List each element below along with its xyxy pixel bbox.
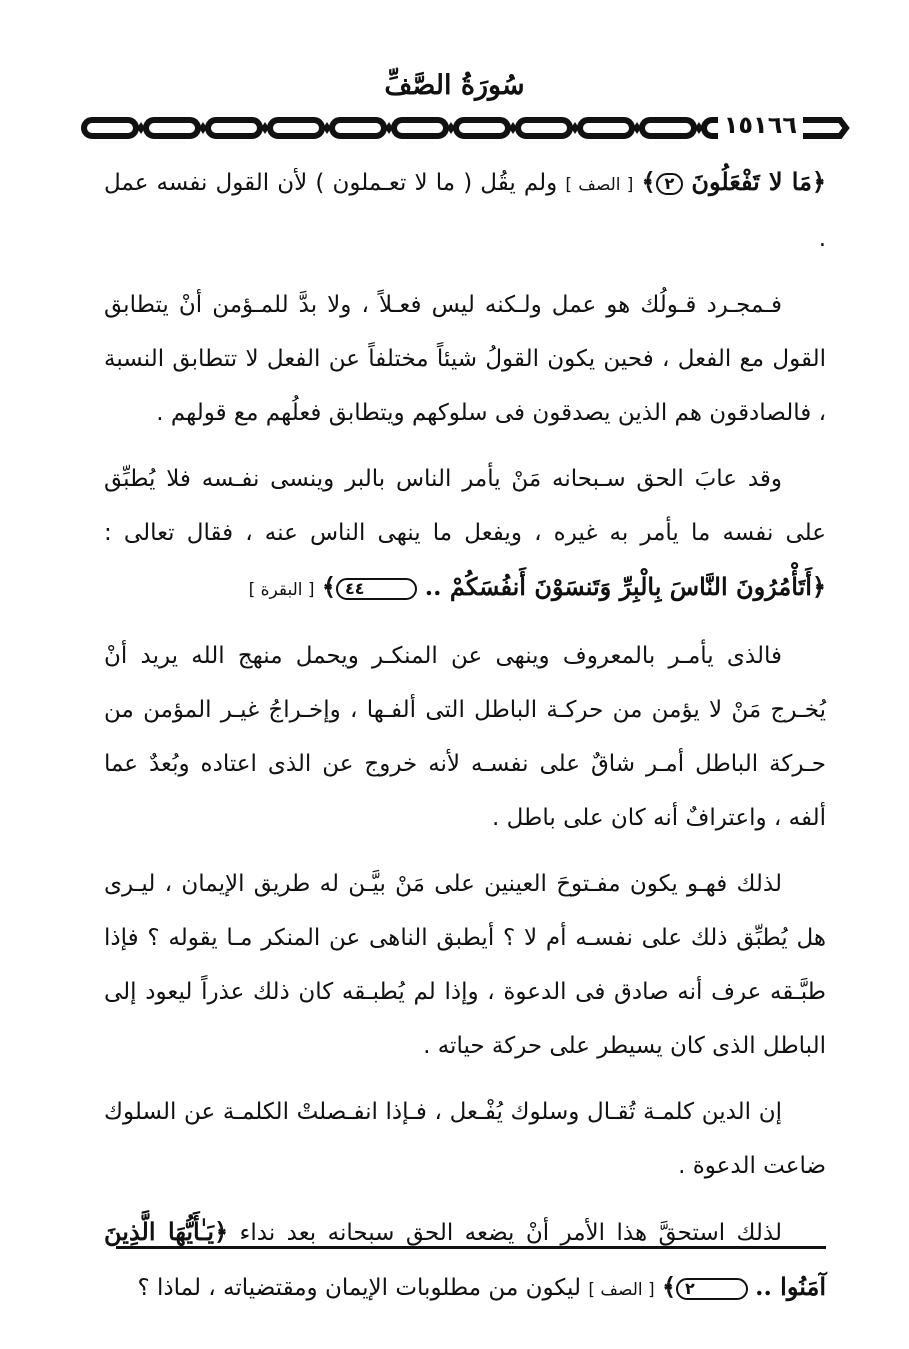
paragraph-text-tail: ليكون من مطلوبات الإيمان ومقتضياته ، لماذا ؟ xyxy=(137,1275,581,1301)
verse-open-bracket: ﴿ xyxy=(214,1217,229,1246)
paragraph-4: فالذى يأمـر بالمعروف وينهى عن المنكـر ويحمل منهج الله يريد أنْ يُخـرج مَنْ لا يؤمن من حركـة الباطل التى ألفـها ، وإخـراجُ غيـر المؤمن من حـركة الباطل أمـر شاقٌ على نفسـه لأنه خروج عن الذى اعتاده وبُعدٌ عما ألفه ، واعترافٌ أنه كان على باطل . xyxy=(104,643,826,831)
paragraph-5: لذلك فهـو يكون مفـتوحَ العينين على مَنْ بيَّـن له طريق الإيمان ، ليـرى هل يُطبِّق ذلك على نفسـه أم لا ؟ أيطبق الناهى عن المنكر مـا يقوله ؟ فإذا طبَّـقه عرف أنه صادق فى الدعوة ، وإذا لم يُطبـقه كان ذلك عذراً ليعود إلى الباطل الذى كان يسيطر على حركة حياته . xyxy=(104,871,826,1059)
verse-open-bracket: ﴿ xyxy=(811,167,827,196)
surah-reference: [ الصف ] xyxy=(565,175,634,195)
paragraph-3 xyxy=(104,452,826,617)
page-number: ١٥١٦٦ xyxy=(718,110,803,140)
paragraph-2: فـمجـرد قـولُك هو عمل ولـكنه ليس فعـلاً ، ولا بدَّ للمـؤمن أنْ يتطابق القول مع الفعل ، فحين يكون القولُ شيئاً مختلفاً عن الفعل لا تتطابق النسبة ، فالصادقون هم الذين يصدقون فى سلوكهم ويتطابق فعلُهم مع قولهم . xyxy=(104,292,826,426)
quran-verse: يَـٰأَيُّهَا الَّذِينَ آمَنُوا .. xyxy=(104,1217,826,1301)
paragraph-text: لذلك استحقَّ هذا الأمر أنْ يضعه الحق سبحانه بعد نداء xyxy=(239,1220,782,1246)
surah-reference: [ الصف ] xyxy=(588,1280,655,1300)
quran-verse: مَا لا تَفْعَلُونَ xyxy=(691,167,812,196)
quran-verse: أَتَأْمُرُونَ النَّاسَ بِالْبِرِّ وَتَنسَوْنَ أَنفُسَكُمْ .. xyxy=(424,572,812,601)
ayah-number-badge: ٤٤ xyxy=(336,578,418,600)
ayah-number-badge: ٢ xyxy=(656,173,684,195)
page-body-text xyxy=(104,155,826,1317)
paragraph-1 xyxy=(104,155,826,266)
footer-divider xyxy=(116,1246,826,1249)
paragraph-7 xyxy=(104,1205,826,1317)
surah-reference: [ البقرة ] xyxy=(248,580,315,600)
paragraph-6: إن الدين كلمـة تُقـال وسلوك يُفْـعل ، فـإذا انفـصلتْ الكلمـة عن السلوك ضاعت الدعوة . xyxy=(104,1099,826,1179)
surah-title: سُورَةُ الصَّفِّ xyxy=(384,70,525,101)
verse-open-bracket: ﴿ xyxy=(811,572,826,601)
ayah-number-badge: ٢ xyxy=(676,1278,748,1300)
paragraph-text: ولم يقُل ( ما لا تعـملون ) لأن القول نفسه عمل . xyxy=(104,170,826,252)
verse-close-bracket: ﴾ xyxy=(661,1272,677,1301)
verse-close-bracket: ﴾ xyxy=(321,572,336,601)
verse-close-bracket: ﴾ xyxy=(641,167,656,196)
paragraph-text: وقد عابَ الحق سـبحانه مَنْ يأمر الناس بالبر وينسى نفـسه فلا يُطبِّق على نفسه ما يأمر به غيره ، ويفعل ما ينهى الناس عنه ، فقال تعالى : xyxy=(104,466,826,546)
